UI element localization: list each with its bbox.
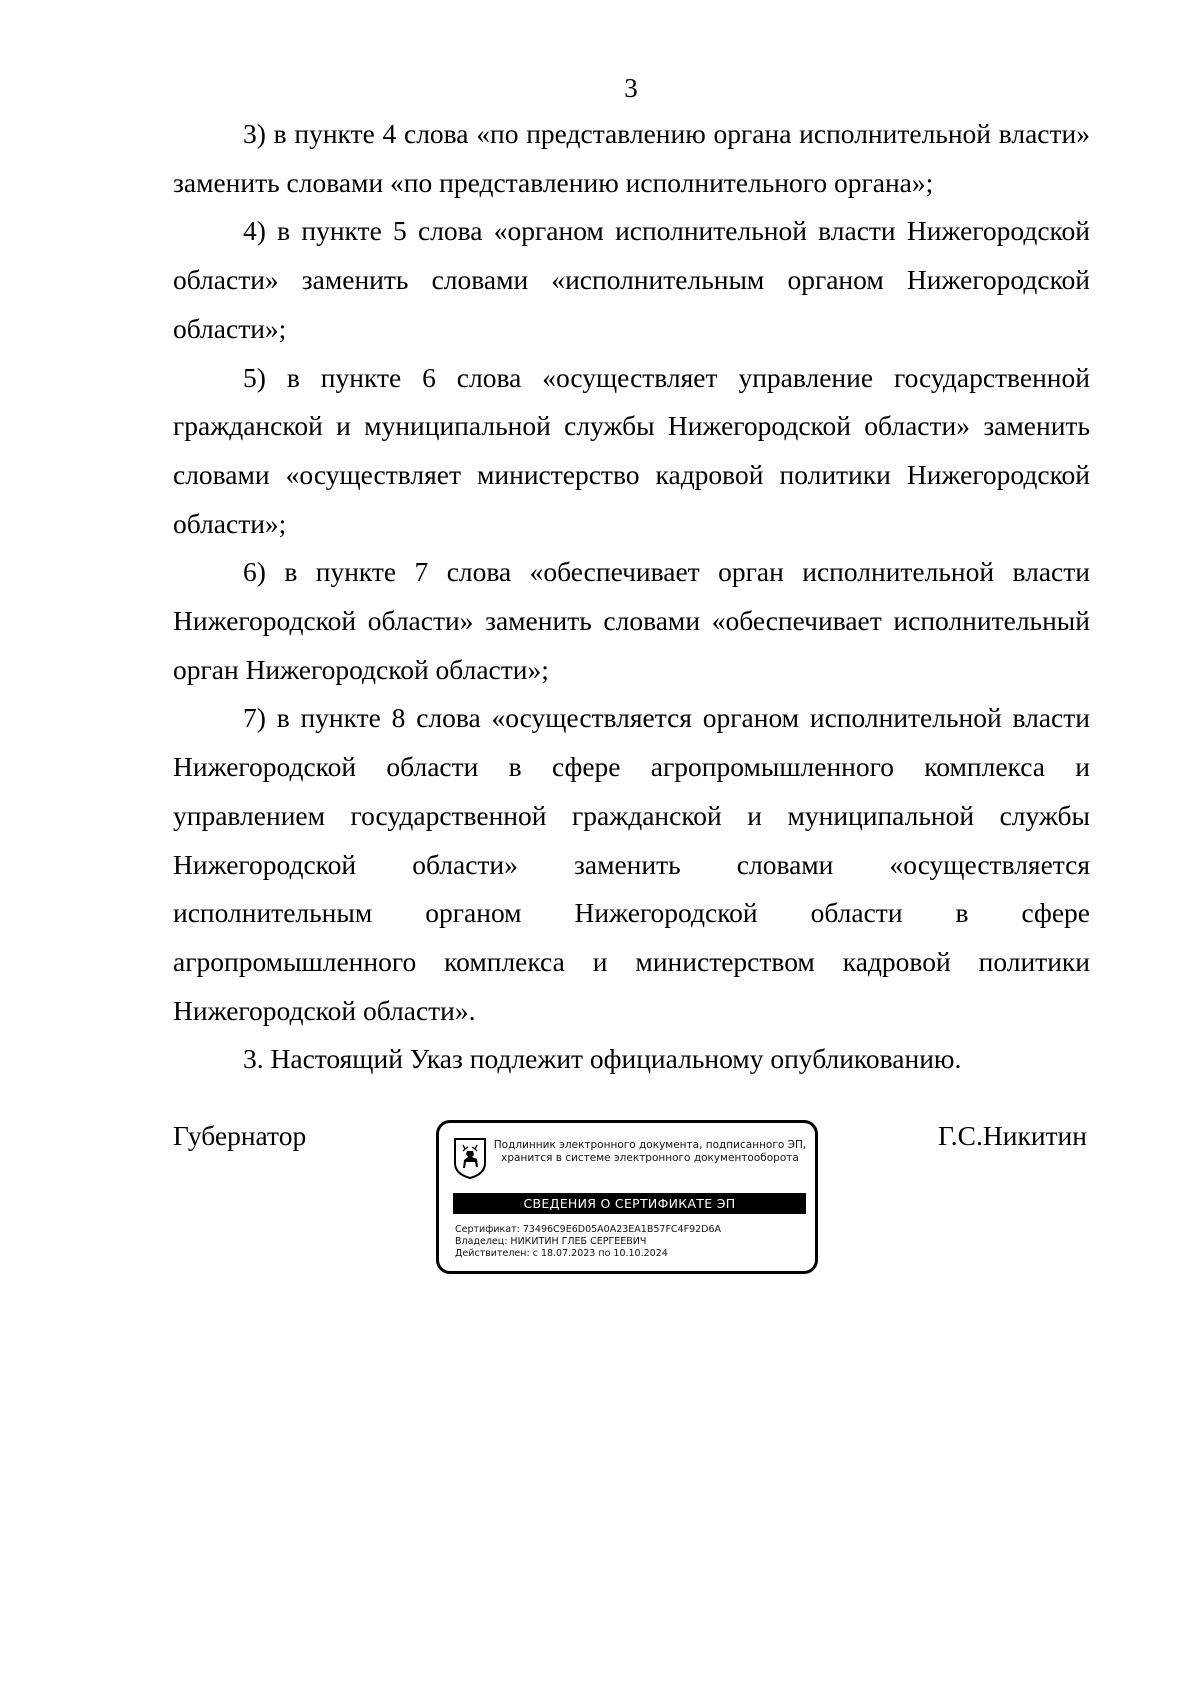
stamp-note-line-2: хранится в системе электронного документооборота xyxy=(501,1152,799,1164)
amendment-item-5: 5) в пункте 6 слова «осуществляет управление государственной гражданской и муниципальной службы Нижегородской области» заменить словами «осуществляет министерство кадровой политики Нижегородской области»; xyxy=(173,361,1090,539)
stamp-header: СВЕДЕНИЯ О СЕРТИФИКАТЕ ЭП xyxy=(453,1193,806,1214)
deer-emblem-icon xyxy=(453,1137,487,1179)
publication-clause: 3. Настоящий Указ подлежит официальному опубликованию. xyxy=(243,1043,962,1075)
signer-name: Г.С.Никитин xyxy=(938,1120,1087,1151)
stamp-note xyxy=(491,1139,809,1165)
signer-position: Губернатор xyxy=(173,1120,307,1151)
amendment-item-7: 7) в пункте 8 слова «осуществляется органом исполнительной власти Нижегородской области в сфере агропромышленного комплекса и управлением государственной гражданской и муниципальной службы Нижегородской области» заменить словами «осуществляется исполнительным органом Нижегородской области в сфере агропромышленного комплекса и министерством кадровой политики Нижегородской области». xyxy=(173,702,1090,1026)
stamp-note-line-1: Подлинник электронного документа, подписанного ЭП, xyxy=(493,1139,807,1151)
document-body xyxy=(173,110,1090,1084)
certificate-number: Сертификат: 73496C9E6D05A0A23EA1B57FC4F92D6A xyxy=(455,1224,722,1235)
certificate-validity: Действителен: с 18.07.2023 по 10.10.2024 xyxy=(455,1248,668,1259)
page-number: 3 xyxy=(624,73,638,103)
certificate-owner: Владелец: НИКИТИН ГЛЕБ СЕРГЕЕВИЧ xyxy=(455,1236,647,1247)
certificate-details xyxy=(455,1224,721,1260)
amendment-item-6: 6) в пункте 7 слова «обеспечивает орган исполнительной власти Нижегородской области» заменить словами «обеспечивает исполнительный орган Нижегородской области»; xyxy=(173,556,1090,685)
amendment-item-4: 4) в пункте 5 слова «органом исполнительной власти Нижегородской области» заменить словами «исполнительным органом Нижегородской области»; xyxy=(173,215,1090,344)
electronic-signature-stamp xyxy=(436,1120,818,1274)
amendment-item-3: 3) в пункте 4 слова «по представлению органа исполнительной власти» заменить словами «по представлению исполнительного органа»; xyxy=(173,118,1090,198)
